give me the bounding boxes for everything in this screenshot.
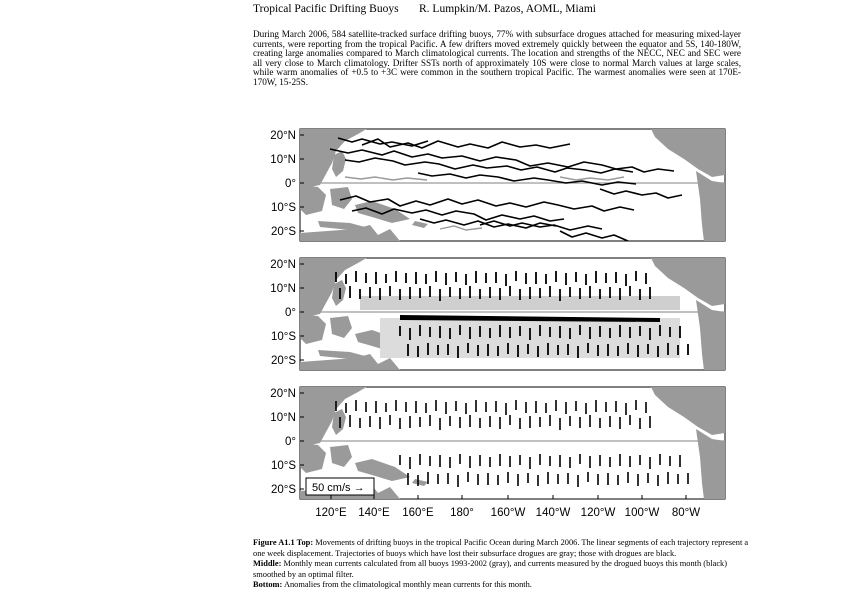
lat-label: 0° [285,178,296,190]
lat-label: 20°S [270,484,296,496]
caption-middle-label: Middle: [253,559,282,569]
lat-label: 10°S [270,202,296,214]
lat-label: 20°S [270,226,296,238]
lat-label: 0° [285,307,296,319]
lat-label: 20°N [270,130,296,142]
lon-label: 180° [450,507,474,519]
caption-top-text: Movements of drifting buoys in the tropical Pacific Ocean during March 2006. The linear segments of each trajectory represent a one week displacement. Trajectories of buoys which have lost their subsurface drogues are gray; those with drogues are black. [253,538,749,558]
lon-label: 140°W [535,507,571,519]
lat-label: 20°N [270,388,296,400]
lon-label: 120°E [315,507,347,519]
lon-label: 160°W [490,507,526,519]
page-title: Tropical Pacific Drifting Buoys [253,3,399,15]
scale-legend: 50 cm/s → [312,482,365,494]
caption-top-label: Figure A1.1 Top: [253,538,314,547]
lon-label: 80°W [671,507,701,519]
lon-label: 100°W [624,507,660,519]
lat-label: 0° [285,436,296,448]
abstract-text: During March 2006, 584 satellite-tracked surface drifting buoys, 77% with subsurface drogues attached for measuring mixed-layer currents, were reporting from the tropical Pacific. A few drifters moved extremely quickly between the equator and 5S, 140-180W, creating large anomalies compared to March climatological currents. The location and strengths of the NECC, NEC and SEC were all very close to March climatology. Drifter SSTs north of approximately 10S were close to normal March values at large scales, while warm anomalies of +0.5 to +3C were common in the southern tropical Pacific. The warmest anomalies were seen at 170E-170W, 15-25S. [253,29,741,87]
lat-label: 10°S [270,331,296,343]
lat-label: 20°N [270,259,296,271]
lon-label: 120°W [580,507,616,519]
lon-label: 140°E [358,507,390,519]
lat-label: 20°S [270,355,296,367]
lat-label: 10°N [270,283,296,295]
caption-bottom-label: Bottom: [253,580,283,590]
lat-label: 10°S [270,460,296,472]
lat-label: 10°N [270,412,296,424]
figure-caption [253,538,753,591]
lat-label: 10°N [270,154,296,166]
caption-bottom-text: Anomalies from the climatological monthly mean currents for this month. [282,580,532,590]
caption-middle-text: Monthly mean currents calculated from all buoys 1993-2002 (gray), and currents measured by the drogued buoys this month (black) smoothed by an optimal filter. [253,559,728,579]
authors: R. Lumpkin/M. Pazos, AOML, Miami [419,3,596,15]
lon-label: 160°E [402,507,434,519]
